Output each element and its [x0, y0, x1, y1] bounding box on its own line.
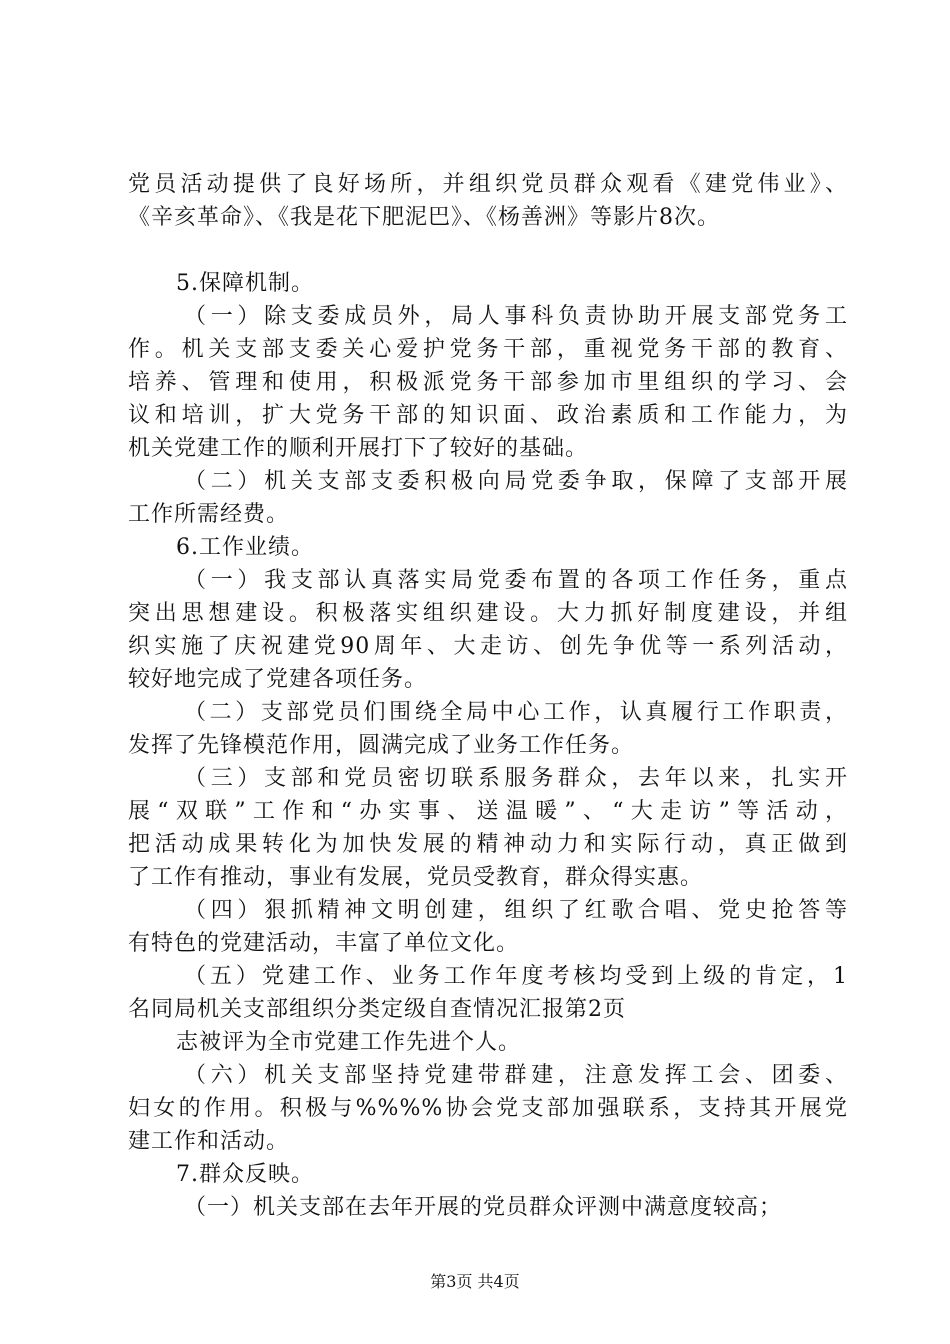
text-line: 党员活动提供了良好场所，并组织党员群众观看《建党伟业》、: [128, 172, 848, 197]
text-line: （五）党建工作、业务工作年度考核均受到上级的肯定，1: [184, 964, 848, 989]
text-line: 把活动成果转化为加快发展的精神动力和实际行动，真正做到: [128, 832, 848, 857]
text-line: 发挥了先锋模范作用，圆满完成了业务工作任务。: [128, 733, 635, 758]
text-line: 妇女的作用。积极与%%%%协会党支部加强联系，支持其开展党: [128, 1096, 848, 1121]
document-body: [128, 168, 848, 1224]
text-line: 突出思想建设。积极落实组织建设。大力抓好制度建设，并组: [128, 601, 848, 626]
text-line: 较好地完成了党建各项任务。: [128, 667, 428, 692]
text-line: （六）机关支部坚持党建带群建，注意发挥工会、团委、: [184, 1063, 848, 1088]
text-line: 议和培训，扩大党务干部的知识面、政治素质和工作能力，为: [128, 403, 848, 428]
text-line: 机关党建工作的顺利开展打下了较好的基础。: [128, 436, 589, 461]
section-heading: 6.工作业绩。: [176, 535, 314, 560]
text-line: 工作所需经费。: [128, 502, 290, 527]
text-line: 培养、管理和使用，积极派党务干部参加市里组织的学习、会: [128, 370, 848, 395]
text-line: 了工作有推动，事业有发展，党员受教育，群众得实惠。: [128, 865, 704, 890]
page-number-footer: 第3页 共4页: [430, 1272, 520, 1291]
text-line: （四）狠抓精神文明创建，组织了红歌合唱、党史抢答等: [184, 898, 848, 923]
text-line: 展“双联”工作和“办实事、送温暖”、“大走访”等活动，: [128, 799, 848, 824]
text-line: 志被评为全市党建工作先进个人。: [176, 1030, 522, 1055]
text-line: 名同局机关支部组织分类定级自查情况汇报第2页: [128, 997, 626, 1022]
blank-line: [128, 234, 848, 267]
text-line: 建工作和活动。: [128, 1129, 290, 1154]
text-line: （一）机关支部在去年开展的党员群众评测中满意度较高；: [184, 1195, 783, 1220]
text-line: （一）我支部认真落实局党委布置的各项工作任务，重点: [184, 568, 848, 593]
text-line: 有特色的党建活动，丰富了单位文化。: [128, 931, 520, 956]
section-heading: 5.保障机制。: [176, 271, 314, 296]
text-line: 作。机关支部支委关心爱护党务干部，重视党务干部的教育、: [128, 337, 848, 362]
text-line: （二）机关支部支委积极向局党委争取，保障了支部开展: [184, 469, 848, 494]
text-line: （一）除支委成员外，局人事科负责协助开展支部党务工: [184, 304, 848, 329]
text-line: （三）支部和党员密切联系服务群众，去年以来，扎实开: [184, 766, 848, 791]
section-heading: 7.群众反映。: [176, 1162, 314, 1187]
text-line: （二）支部党员们围绕全局中心工作，认真履行工作职责，: [184, 700, 848, 725]
text-line: 织实施了庆祝建党90周年、大走访、创先争优等一系列活动，: [128, 634, 848, 659]
text-line: 《辛亥革命》、《我是花下肥泥巴》、《杨善洲》等影片8次。: [128, 205, 720, 230]
